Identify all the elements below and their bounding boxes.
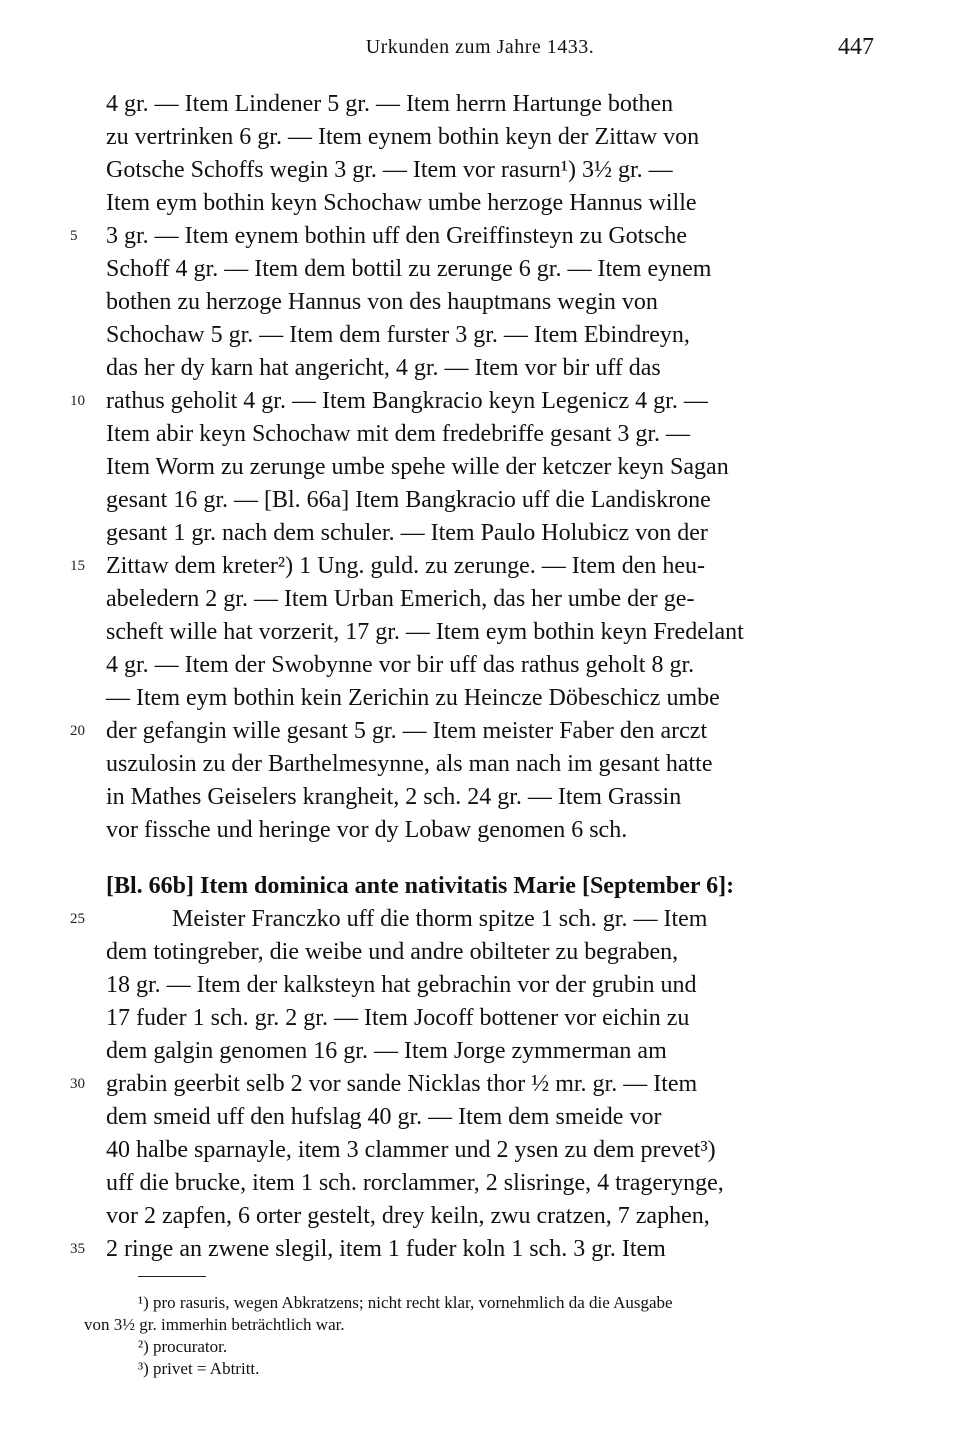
text-line: vor 2 zapfen, 6 orter gestelt, drey keiln, zwu cratzen, 7 zaphen, [106, 1203, 710, 1229]
text-line: bothen zu herzoge Hannus von des hauptmans wegin von [106, 289, 658, 315]
text-line: Item Worm zu zerunge umbe spehe wille der ketczer keyn Sagan [106, 454, 729, 480]
text-line: Gotsche Schoffs wegin 3 gr. — Item vor rasurn¹) 3½ gr. — [106, 157, 673, 183]
text-line: dem smeid uff den hufslag 40 gr. — Item dem smeide vor [106, 1104, 662, 1130]
footnote: ³) privet = Abtritt. [138, 1359, 260, 1378]
text-line: Item eym bothin keyn Schochaw umbe herzoge Hannus wille [106, 190, 697, 216]
text-line: — Item eym bothin kein Zerichin zu Heincze Döbeschicz umbe [106, 685, 720, 711]
text-line: Meister Franczko uff die thorm spitze 1 sch. gr. — Item [172, 906, 708, 932]
line-number: 35 [70, 1241, 85, 1257]
line-number: 20 [70, 723, 85, 739]
footnote-rule [138, 1276, 206, 1277]
footnote: ¹) pro rasuris, wegen Abkratzens; nicht recht klar, vornehmlich da die Ausgabe [138, 1293, 673, 1312]
text-line: gesant 16 gr. — [Bl. 66a] Item Bangkracio uff die Landiskrone [106, 487, 711, 513]
running-title: Urkunden zum Jahre 1433. [365, 36, 595, 58]
text-line: Schochaw 5 gr. — Item dem furster 3 gr. — Item Ebindreyn, [106, 322, 690, 348]
text-line: 17 fuder 1 sch. gr. 2 gr. — Item Jocoff bottener vor eichin zu [106, 1005, 690, 1031]
text-line: Schoff 4 gr. — Item dem bottil zu zerunge 6 gr. — Item eynem [106, 256, 712, 282]
text-line: abeledern 2 gr. — Item Urban Emerich, das her umbe der ge- [106, 586, 695, 612]
text-line: 2 ringe an zwene slegil, item 1 fuder koln 1 sch. 3 gr. Item [106, 1236, 666, 1262]
text-line: 4 gr. — Item der Swobynne vor bir uff das rathus geholt 8 gr. [106, 652, 695, 678]
text-line: scheft wille hat vorzerit, 17 gr. — Item eym bothin keyn Fredelant [106, 619, 744, 645]
text-line: 3 gr. — Item eynem bothin uff den Greiffinsteyn zu Gotsche [106, 223, 687, 249]
line-number: 10 [70, 393, 85, 409]
text-line: gesant 1 gr. nach dem schuler. — Item Paulo Holubicz von der [106, 520, 708, 546]
text-line: das her dy karn hat angericht, 4 gr. — Item vor bir uff das [106, 355, 661, 381]
text-line: Zittaw dem kreter²) 1 Ung. guld. zu zerunge. — Item den heu- [106, 553, 705, 579]
page-number: 447 [838, 34, 874, 60]
footnote: ²) procurator. [138, 1337, 228, 1356]
line-number: 30 [70, 1076, 85, 1092]
text-line: 40 halbe sparnayle, item 3 clammer und 2 ysen zu dem prevet³) [106, 1137, 716, 1163]
section-heading: [Bl. 66b] Item dominica ante nativitatis Marie [September 6]: [106, 873, 735, 899]
text-line: 18 gr. — Item der kalksteyn hat gebrachin vor der grubin und [106, 972, 697, 998]
text-line: rathus geholit 4 gr. — Item Bangkracio keyn Legenicz 4 gr. — [106, 388, 708, 414]
line-number: 5 [70, 228, 78, 244]
text-line: uff die brucke, item 1 sch. rorclammer, 2 slisringe, 4 tragerynge, [106, 1170, 724, 1196]
text-line: vor fissche und heringe vor dy Lobaw genomen 6 sch. [106, 817, 628, 843]
text-line: 4 gr. — Item Lindener 5 gr. — Item herrn Hartunge bothen [106, 91, 674, 117]
line-number: 15 [70, 558, 85, 574]
text-line: in Mathes Geiselers krangheit, 2 sch. 24 gr. — Item Grassin [106, 784, 682, 810]
text-line: dem totingreber, die weibe und andre obilteter zu begraben, [106, 939, 679, 965]
text-line: der gefangin wille gesant 5 gr. — Item meister Faber den arczt [106, 718, 708, 744]
text-line: Item abir keyn Schochaw mit dem fredebriffe gesant 3 gr. — [106, 421, 691, 447]
line-number: 25 [70, 911, 85, 927]
text-line: grabin geerbit selb 2 vor sande Nicklas thor ½ mr. gr. — Item [106, 1071, 698, 1097]
footnote-continuation: von 3½ gr. immerhin beträchtlich war. [84, 1315, 345, 1334]
text-line: zu vertrinken 6 gr. — Item eynem bothin keyn der Zittaw von [106, 124, 700, 150]
text-line: dem galgin genomen 16 gr. — Item Jorge zymmerman am [106, 1038, 667, 1064]
text-line: uszulosin zu der Barthelmesynne, als man nach im gesant hatte [106, 751, 713, 777]
